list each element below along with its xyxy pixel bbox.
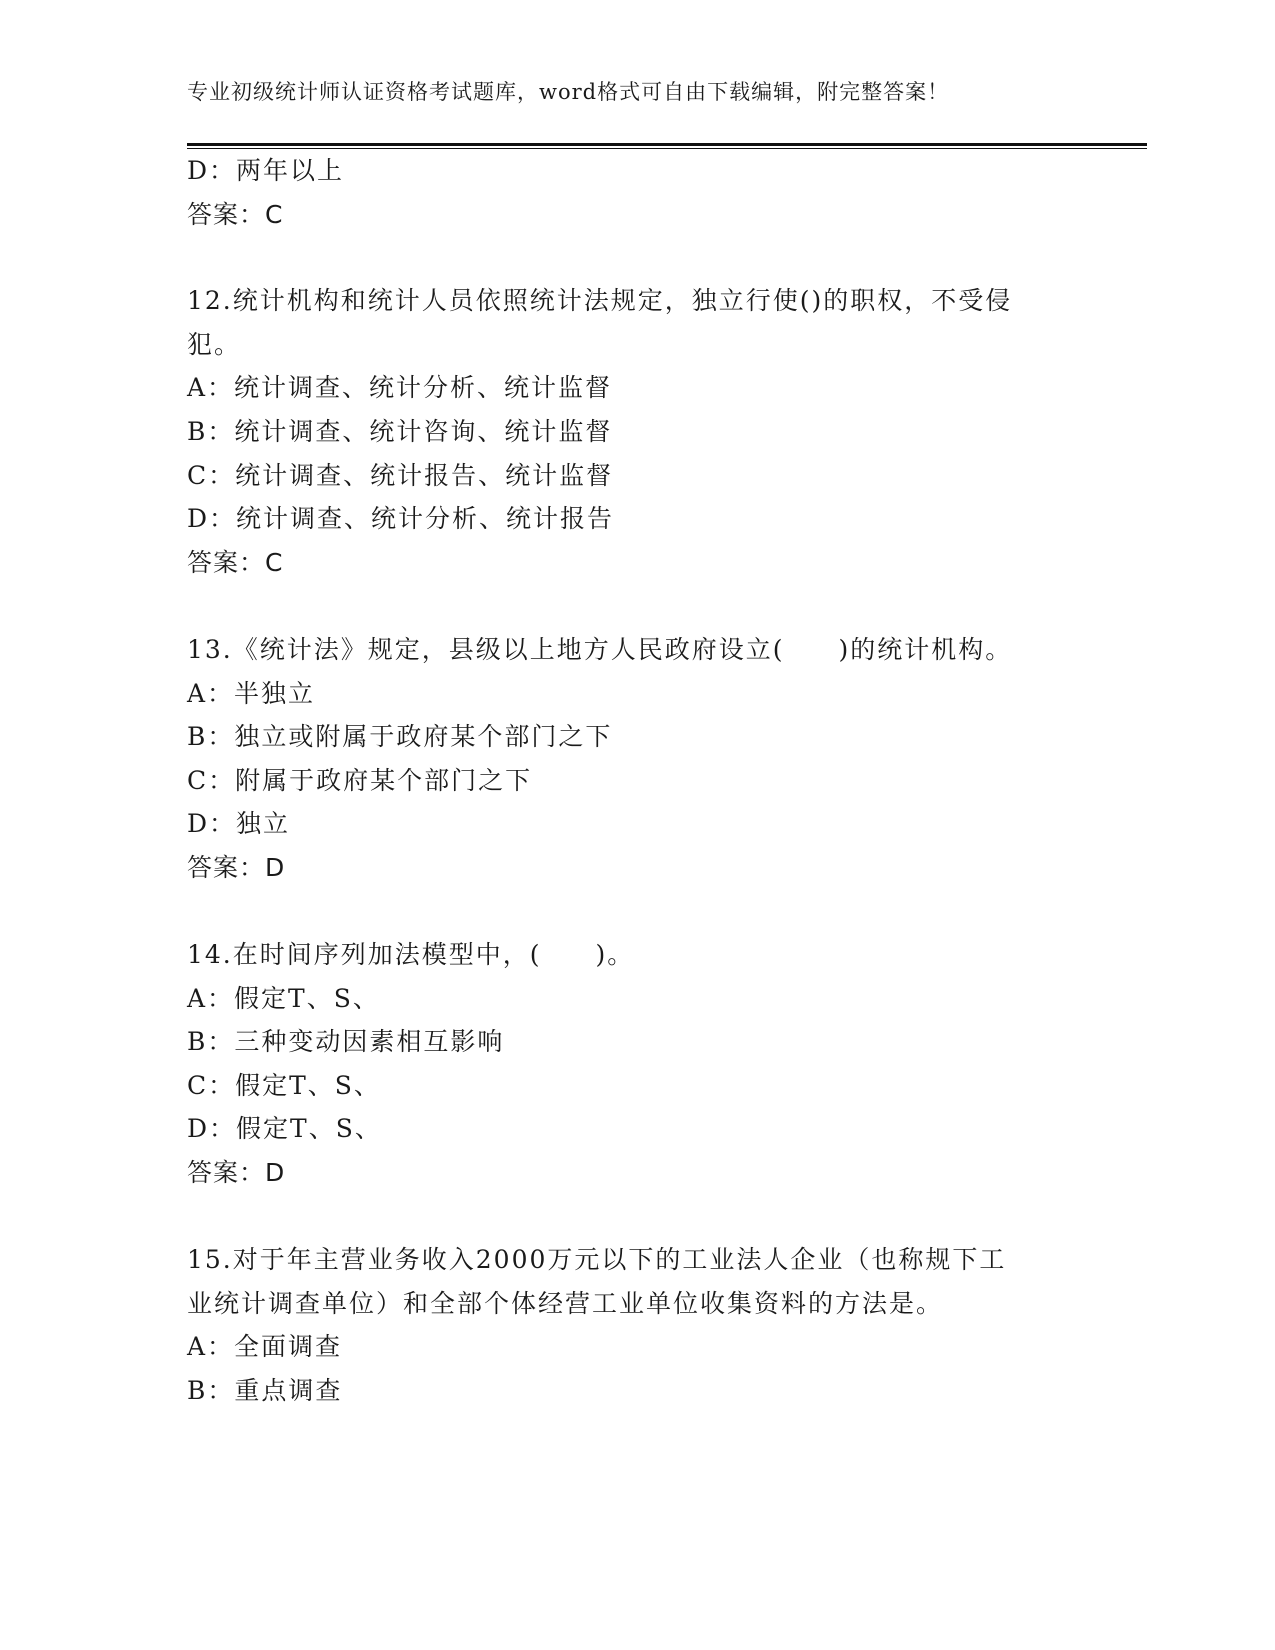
header-divider-thin	[187, 148, 1147, 149]
header-divider-thick	[187, 143, 1147, 146]
q13-option-a: A：半独立	[187, 679, 316, 708]
q14-option-c: C：假定T、S、	[187, 1071, 381, 1100]
q12-option-b: B：统计调查、统计咨询、统计监督	[187, 417, 613, 446]
q15-option-b: B：重点调查	[187, 1376, 343, 1405]
q13-option-c: C：附属于政府某个部门之下	[187, 766, 533, 795]
q14-stem-line1: 14.在时间序列加法模型中，( )。	[187, 940, 635, 969]
prev-answer: 答案：C	[187, 200, 284, 229]
q14-option-b: B：三种变动因素相互影响	[187, 1027, 505, 1056]
page-header: 专业初级统计师认证资格考试题库，word格式可自由下载编辑，附完整答案！	[187, 80, 950, 104]
q12-option-c: C：统计调查、统计报告、统计监督	[187, 461, 614, 490]
q15-option-a: A：全面调查	[187, 1332, 343, 1361]
prev-option-d: D：两年以上	[187, 156, 345, 185]
q13-stem-line1: 13.《统计法》规定，县级以上地方人民政府设立( )的统计机构。	[187, 635, 1013, 664]
q15-stem-line1: 15.对于年主营业务收入2000万元以下的工业法人企业（也称规下工	[187, 1245, 1007, 1274]
q12-answer: 答案：C	[187, 548, 284, 577]
q14-option-d: D：假定T、S、	[187, 1114, 382, 1143]
q15-stem-line2: 业统计调查单位）和全部个体经营工业单位收集资料的方法是。	[187, 1289, 944, 1318]
q12-option-a: A：统计调查、统计分析、统计监督	[187, 373, 613, 402]
q13-answer: 答案：D	[187, 853, 286, 882]
q12-stem-line2: 犯。	[187, 330, 242, 359]
q14-answer: 答案：D	[187, 1158, 286, 1187]
q12-stem-line1: 12.统计机构和统计人员依照统计法规定，独立行使()的职权，不受侵	[187, 286, 1013, 315]
q12-option-d: D：统计调查、统计分析、统计报告	[187, 504, 615, 533]
q13-option-b: B：独立或附属于政府某个部门之下	[187, 722, 613, 751]
q14-option-a: A：假定T、S、	[187, 984, 380, 1013]
q13-option-d: D：独立	[187, 809, 291, 838]
